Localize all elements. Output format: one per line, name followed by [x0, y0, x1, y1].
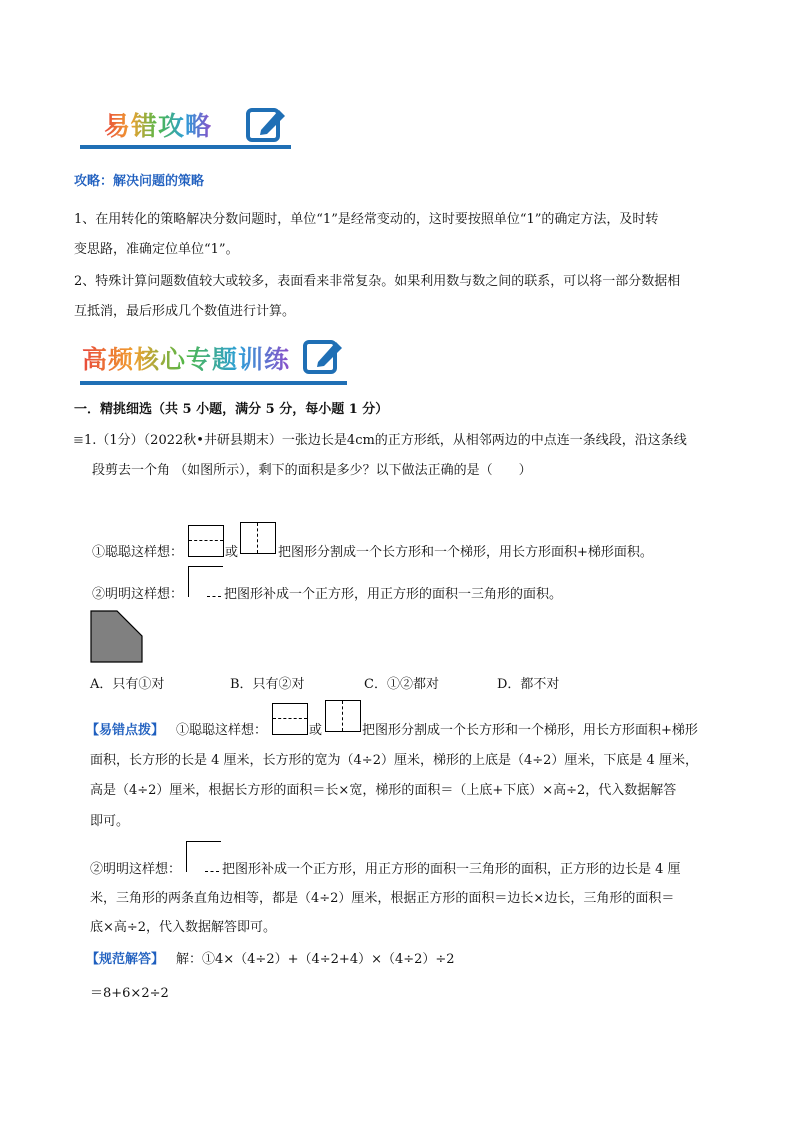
strategy-item-2-line-2: 互抵消，最后形成几个数值进行计算。 — [74, 304, 296, 319]
banner-underline — [80, 145, 291, 149]
analysis-l4: 即可。 — [90, 814, 130, 829]
strategy-item-1-line-2: 变思路，准确定位单位“1”。 — [74, 242, 239, 257]
idea-1-prefix: ①聪聪这样想： — [92, 545, 184, 560]
edit-icon — [302, 336, 346, 376]
option-d[interactable]: D．都不对 — [497, 677, 560, 692]
option-a[interactable]: A．只有①对 — [90, 677, 165, 692]
banner-gaopin — [80, 334, 355, 388]
analysis-l2: 面积，长方形的长是 4 厘米，长方形的宽为（4÷2）厘米，梯形的上底是（4÷2）厘米，下底是 4 厘米， — [90, 753, 698, 768]
analysis-m2: 米，三角形的两条直角边相等，都是（4÷2）厘米，根据正方形的面积＝边长×边长，三角形的面积＝ — [90, 891, 675, 906]
solution-tag: 【规范解答】 — [86, 952, 165, 967]
figure-split-vertical — [240, 522, 276, 554]
analysis-m1-prefix: ②明明这样想： — [90, 862, 182, 877]
banner-underline — [80, 381, 347, 385]
idea-1-or: 或 — [225, 545, 239, 560]
analysis-m3: 底×高÷2，代入数据解答即可。 — [90, 920, 277, 935]
banner-title: 易错攻略 — [104, 106, 212, 143]
analysis-m1-suffix: 把图形补成一个正方形，用正方形的面积一三角形的面积，正方形的边长是 4 厘 — [222, 862, 681, 877]
analysis-l1-prefix: ①聪聪这样想： — [176, 723, 268, 738]
idea-1-suffix: 把图形分割成一个长方形和一个梯形，用长方形面积+梯形面积。 — [278, 545, 653, 560]
idea-2-prefix: ②明明这样想： — [92, 587, 184, 602]
section-heading: 一．精挑细选（共 5 小题，满分 5 分，每小题 1 分） — [74, 402, 389, 417]
figure-split-vertical — [325, 700, 361, 732]
figure-split-horizontal — [188, 525, 224, 557]
solution-line-2: ＝8+6×2÷2 — [90, 986, 169, 1001]
edit-icon — [245, 104, 289, 144]
analysis-l3: 高是（4÷2）厘米，根据长方形的面积＝长×宽，梯形的面积＝（上底+下底）×高÷2，代入数据解答 — [90, 783, 677, 798]
analysis-l1-or: 或 — [309, 723, 323, 738]
figure-complete-square — [186, 841, 221, 872]
solution-line-1: 解：①4×（4÷2）+（4÷2+4）×（4÷2）÷2 — [176, 952, 455, 967]
cut-square-figure — [90, 610, 144, 664]
strategy-heading: 攻略：解决问题的策略 — [74, 174, 205, 189]
banner-title: 高频核心专题训练 — [82, 340, 290, 376]
question-line-2: 段剪去一个角 （如图所示），剩下的面积是多少？以下做法正确的是（ ） — [92, 463, 532, 478]
strategy-item-2-line-1: 2、特殊计算问题数值较大或较多，表面看来非常复杂。如果利用数与数之间的联系，可以将一部分数据相 — [74, 274, 681, 289]
strategy-item-1-line-1: 1、在用转化的策略解决分数问题时，单位“1”是经常变动的，这时要按照单位“1”的确定方法，及时转 — [74, 212, 659, 227]
figure-split-horizontal — [272, 703, 308, 735]
banner-yicuo — [80, 100, 295, 152]
analysis-tag: 【易错点拨】 — [86, 723, 165, 738]
question-marker: ≡ — [73, 433, 84, 448]
option-b[interactable]: B．只有②对 — [230, 677, 305, 692]
question-line-1: 1.（1分）（2022秋•井研县期末）一张边长是4cm的正方形纸，从相邻两边的中点连一条线段，沿这条线 — [84, 433, 687, 448]
figure-complete-square — [188, 566, 223, 597]
option-c[interactable]: C．①②都对 — [364, 677, 439, 692]
idea-2-suffix: 把图形补成一个正方形，用正方形的面积一三角形的面积。 — [224, 587, 563, 602]
analysis-l1-suffix: 把图形分割成一个长方形和一个梯形，用长方形面积+梯形 — [362, 723, 698, 738]
